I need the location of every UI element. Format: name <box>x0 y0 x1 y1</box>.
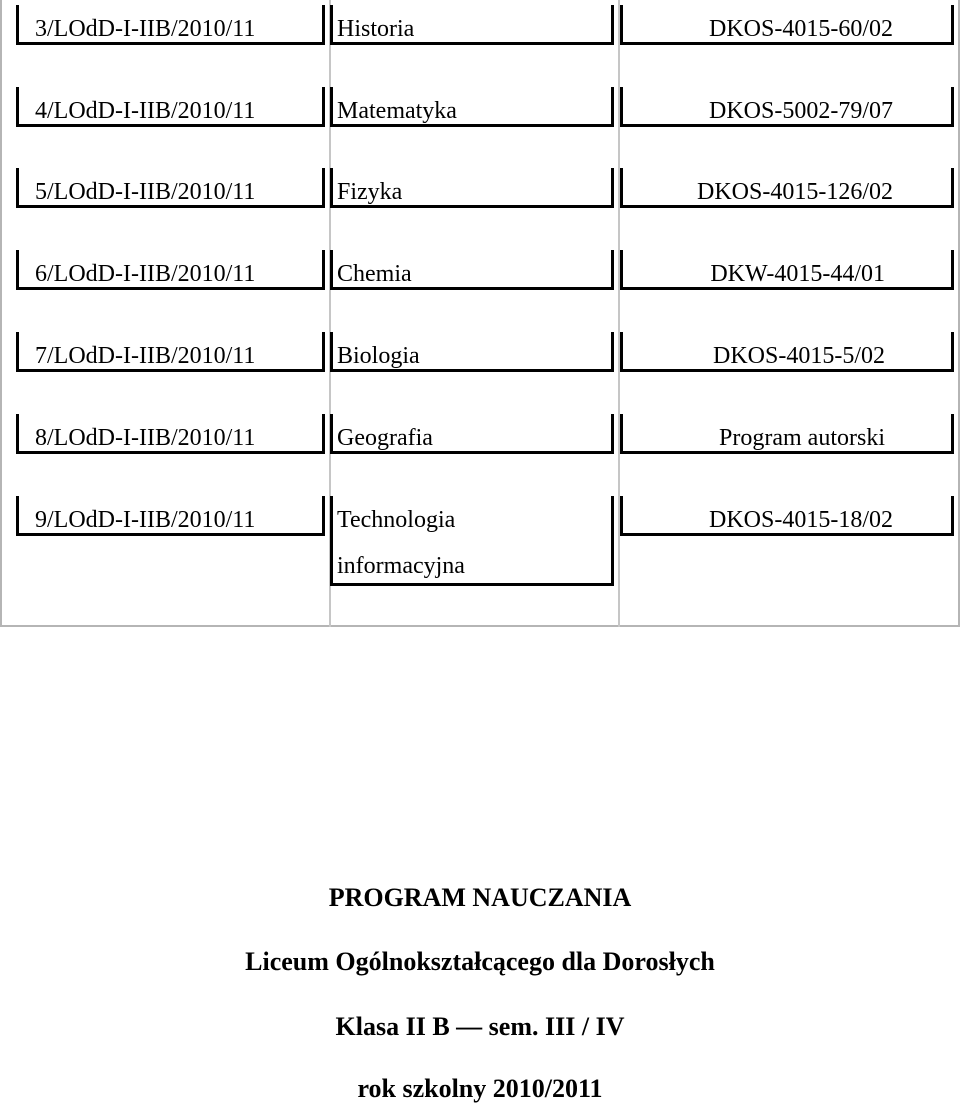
subject-text: Historia <box>337 16 415 42</box>
code-text: 4/LOdD-I-IIB/2010/11 <box>35 98 256 124</box>
subject-text: Technologia <box>337 507 456 533</box>
program-text: DKOS-4015-60/02 <box>709 16 893 42</box>
subject-cell <box>330 496 614 586</box>
code-text: 6/LOdD-I-IIB/2010/11 <box>35 261 256 287</box>
table-row <box>0 87 960 168</box>
subject-cell <box>330 414 614 454</box>
code-cell <box>16 5 325 45</box>
program-cell <box>620 168 954 208</box>
code-cell <box>16 250 325 290</box>
program-text: DKW-4015-44/01 <box>710 261 885 287</box>
subject-cell <box>330 87 614 127</box>
subject-text: Matematyka <box>337 98 457 124</box>
table-row <box>0 496 960 596</box>
code-text: 7/LOdD-I-IIB/2010/11 <box>35 343 256 369</box>
program-cell <box>620 414 954 454</box>
program-cell <box>620 87 954 127</box>
subject-cell <box>330 5 614 45</box>
program-text: DKOS-5002-79/07 <box>709 98 893 124</box>
table-row <box>0 250 960 331</box>
year-line: rok szkolny 2010/2011 <box>357 1074 603 1103</box>
table-row <box>0 414 960 495</box>
program-text: DKOS-4015-5/02 <box>713 343 885 369</box>
code-cell <box>16 168 325 208</box>
code-text: 3/LOdD-I-IIB/2010/11 <box>35 16 256 42</box>
class-line: Klasa II B — sem. III / IV <box>335 1012 625 1041</box>
subject-text-line2: informacyjna <box>337 553 465 579</box>
table-row <box>0 5 960 86</box>
program-title: PROGRAM NAUCZANIA <box>328 883 632 912</box>
program-cell <box>620 250 954 290</box>
code-cell <box>16 496 325 536</box>
subject-cell <box>330 250 614 290</box>
program-cell <box>620 5 954 45</box>
subject-cell <box>330 332 614 372</box>
subject-text: Chemia <box>337 261 412 287</box>
program-text: DKOS-4015-126/02 <box>697 179 893 205</box>
subject-cell <box>330 168 614 208</box>
table-row <box>0 168 960 249</box>
table-row <box>0 332 960 413</box>
program-cell <box>620 332 954 372</box>
code-text: 9/LOdD-I-IIB/2010/11 <box>35 507 256 533</box>
program-text: Program autorski <box>719 425 885 451</box>
subject-text: Biologia <box>337 343 420 369</box>
code-cell <box>16 414 325 454</box>
code-text: 8/LOdD-I-IIB/2010/11 <box>35 425 256 451</box>
code-cell <box>16 87 325 127</box>
code-cell <box>16 332 325 372</box>
code-text: 5/LOdD-I-IIB/2010/11 <box>35 179 256 205</box>
subject-text: Geografia <box>337 425 433 451</box>
program-cell <box>620 496 954 536</box>
subject-text: Fizyka <box>337 179 403 205</box>
school-name: Liceum Ogólnokształcącego dla Dorosłych <box>245 947 715 976</box>
program-text: DKOS-4015-18/02 <box>709 507 893 533</box>
